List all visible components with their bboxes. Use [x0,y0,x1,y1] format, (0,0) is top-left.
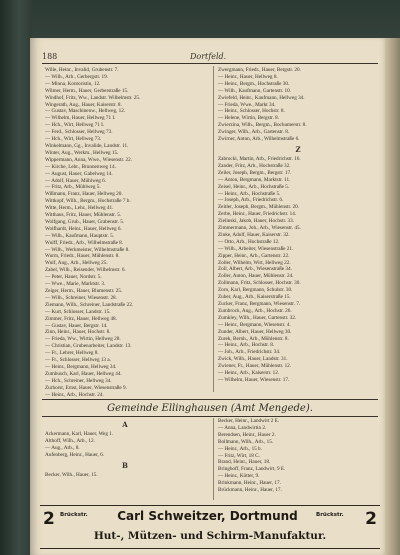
directory-entry: Ziemann, Wilh., Schreiner, Landstraße 22. [45,301,134,308]
directory-entry: — Gustav, Maschinenw., Hellweg, 12. [45,108,126,115]
directory-entry: — Anna, Landwirtin 2. [218,424,267,431]
running-head: Dortfeld. [190,52,227,61]
directory-entry: Wolfgang, Grub., Hauer, Grabenstr. 5. [45,218,125,225]
directory-entry: Zeiger, Herm., Hauer, Blumenstr. 25. [45,288,123,294]
directory-entry: Wulff, Friedr., Arb., Wilhelmstraße 8. [45,239,124,246]
directory-entry: — Fritz, Arb., Mühlweg 5. [45,184,101,191]
directory-entry: — Hch., Schreiner, Hellweg 34. [45,377,112,384]
directory-entry: Wißmann, Franz, Hauer, Hellweg 20. [45,191,123,198]
directory-entry: Althoff, Wilh., Arb., 12. [45,437,95,444]
directory-entry: Becker, Wilh., Hauer, 15. [45,471,98,478]
directory-entry: Zunder, Albert, Hauer, Hellweg 30. [218,328,292,335]
directory-entry: — Frieda, Wwe., Markt 34. [218,101,276,108]
directory-entry: — Heinr., Arb., Hochstr. 24. [45,391,104,398]
directory-entry: Witthaus, Fritz, Hauer, Mühlenstr. 5. [45,212,122,219]
directory-entry: Brand, Heinr., Hauer, 18. [218,459,271,466]
directory-entry: — Peter, Hauer, Nordstr. 5. [45,274,102,281]
directory-entry: Zwergmann, Friedr., Hauer, Bergstr. 20. [218,67,301,73]
header-rule [42,63,378,64]
directory-entry: Wulf, Aug., Arb., Hellweg 25. [45,260,108,267]
directory-entry: Winkelmann, Gg., Invalide, Landstr. 11. [45,142,129,149]
directory-entry: — Heinr., Bergmann, Hellweg 34. [45,363,117,370]
directory-entry: Zuber, Aug., Arb., Kaiserstraße 15. [218,294,291,301]
directory-entry: — Wilhelm, Hauer, Wiesenstr. 17. [218,376,290,383]
directory-entry: — Anton, Bergmann, Marktstr. 11. [218,176,291,183]
directory-entry: Zimmermann, Joh., Arb., Wiesenstr. 45. [218,225,301,232]
directory-entry: Wilmer, Herm., Hauer, Gerberstraße 15. [45,87,129,94]
directory-entry: Zielinski, Jakob, Hauer, Hochstr. 33. [218,218,295,225]
directory-entry: Wurm, Friedr., Hauer, Mühlenstr. 8. [45,253,120,260]
page-edge [385,38,400,555]
directory-entry: — Heinr., Arb., Hochstr. 8. [218,342,275,349]
directory-entry: Zoller, Anton, Hauer, Mühlenstr. 24. [218,273,294,280]
directory-entry: Zumbrock, Aug., Arb., Hochstr. 26. [218,307,292,314]
directory-entry: — Christian, Grubenarbeiter, Landstr. 13. [45,343,132,350]
directory-entry: Aufenberg, Heinr., Hauer, 6. [45,451,105,458]
directory-entry: — Wilh., Schreiner, Wiesenstr. 28. [45,294,117,301]
directory-entry: Bringhoff, Franz, Landwirt, 9 E. [218,466,286,473]
directory-entry: — Kirche, Lehr., Brunnenweg 14. [45,163,116,170]
left-column [45,67,205,399]
ad-company-name: Carl Schweitzer, Dortmund [117,509,298,523]
directory-entry: — Minna, Kontoristin, 12. [45,80,101,87]
directory-entry: Zinke, Adolf, Hauer, Kaiserstr. 32. [218,231,290,238]
directory-entry: Zabrocki, Martin, Arb., Friedrichstr. 16. [218,155,301,162]
directory-entry: — August, Hauer, Gabelweg 14. [45,170,113,177]
directory-entry: Zwiefeld, Heinr., Kaufmann, Hellweg 34. [218,94,305,101]
directory-entry: Bollmann, Wilh., Arb., 15. [218,438,274,445]
directory-entry: Becker, Heinr., Landwirt 2 E. [218,418,280,424]
directory-entry: Berendsen, Heinr., Hauer 2. [218,431,276,438]
directory-entry: Brückmann, Heinr., Hauer, 17. [218,487,282,494]
directory-entry: — Heinr., Arb., Kaiserstr. 12. [218,370,280,377]
section-column-divider [213,418,214,500]
directory-entry: Zurek, Bernh., Arb., Mühlenstr. 8. [218,335,289,342]
column-divider [213,66,214,392]
ad-tagline: Hut-, Mützen- und Schirm-Manufaktur. [93,530,327,542]
directory-entry: — Adolf, Hauer, Mühlweg 6. [45,177,107,184]
directory-entry: Zeisel, Heinr., Arb., Hochstraße 5. [218,183,290,190]
directory-entry: Zwirner, Anton, Arb., Wilhelmstraße 6. [218,136,300,143]
directory-entry: Brinkmann, Heinr., Hauer, 17. [218,480,281,487]
directory-entry: — Helene, Wirtin, Bergstr. 8. [218,115,279,122]
section-letter-heading-b: B [122,460,128,470]
section-right-column [218,418,378,494]
directory-entry: Witte, Herm., Lehr., Hellweg 41. [45,205,114,212]
directory-entry: Zurhorst, Ernst, Hauer, Wiesenstraße 9. [45,384,127,391]
directory-entry: — Wilh., Kaufmann, Gartenstr. 10. [218,87,292,94]
directory-entry: Windhof, Fritz, Ww., Landstr. Wilhelmstr. 25. [45,94,141,101]
directory-entry: — Fritz, Wirt, 18 C. [218,452,260,459]
directory-entry: Zwierzina, Wilh., Bergm., Bochumerstr. 8. [218,122,307,129]
ad-street-left: Brückstr. [60,512,88,518]
book-top-shadow [0,0,400,40]
directory-entry: Zumbusch, Karl, Hauer, Hellweg 44. [45,370,122,377]
directory-entry: — Ferd., Schlosser, Hellweg 73. [45,129,113,136]
section-rule-top [42,399,378,400]
directory-entry: — Heinr., Hauer, Hellweg 8. [218,73,278,80]
directory-entry: — Wilhelm, Hauer, Hellweg 71 I. [45,115,116,122]
directory-entry: — Heinr., Schlosser, Hochstr. 8. [218,108,285,115]
directory-entry: — Kurt, Schlosser, Landstr. 15. [45,308,111,315]
directory-entry: — Heinr., Bergm., Hochstraße 30. [218,80,290,87]
directory-entry: — Heinr., Arb., Hochstraße 5. [218,190,281,197]
directory-entry: — Frieda, Ww., Wirtin, Hellweg 28. [45,336,121,343]
directory-entry: — Gustav, Hauer, Bergstr. 14. [45,322,108,329]
directory-entry: — Heinr., Bergmann, Wiesenstr. 4. [218,321,291,328]
directory-entry: — Wilh., Arb., Gerbergstr. 19. [45,73,108,80]
directory-entry: — Wilh., Kaufmann, Hauptstr. 5. [45,232,114,239]
directory-entry: Wingerath, Aug., Hauer, Kaiserstr. 8. [45,101,122,108]
directory-entry: Wolfhardt, Heinr., Hauer, Hellweg 6. [45,225,122,232]
directory-entry: Zwinger, Wilh., Arb., Gartenstr. 8. [218,129,290,136]
directory-entry: Zumkley, Wilh., Hauer, Gartenstr. 32. [218,314,297,321]
directory-entry: — Otto, Arb., Hochstraße 12. [218,238,280,245]
book-spine [0,0,32,555]
directory-entry: Zwick, Wilh., Hauer, Landstr. 31. [218,356,288,363]
directory-entry: Zeitler, Joseph, Bergm., Mühlenstr. 20. [218,204,299,211]
directory-entry: — Heinr., Arb., 15 b. [218,445,262,452]
directory-entry: — Hch., Wirt, Hellweg 73. [45,136,102,143]
directory-entry: — Fr., Lehrer, Hellweg 8. [45,350,99,357]
ad-street-right: Brückstr. [316,512,344,518]
directory-entry: Ackermann, Karl, Hauer, Weg 1. [45,431,114,437]
directory-entry: Zerbe, Heinr., Hauer, Friedrichstr. 14. [218,211,297,218]
directory-entry: Zinn, Heinr., Hauer, Hochstr. 8. [45,329,111,336]
directory-entry: — Wwe., Marie, Marktstr. 3. [45,281,106,288]
directory-entry: Zoller, Wilhelm, Wirt, Hellweg 22. [218,259,291,266]
directory-entry: Zoll, Albert, Arb., Wiesenstraße 34. [218,266,292,273]
directory-entry: Winter, Aug., Werkm., Hellweg 15. [45,149,119,156]
section-rule-bottom [42,416,378,417]
directory-entry: — Wilh., Werkmeister, Wilhelmstraße 8. [45,246,130,253]
section-left-column [45,418,205,479]
right-column [218,67,378,384]
directory-entry: Wille, Heinr., Invalid, Grubenstr. 7. [45,67,119,73]
directory-entry: Zwiener, Fr., Hauer, Mühlenstr. 12. [218,363,292,370]
directory-entry: Zeiler, Joseph, Bergm., Bergstr. 17. [218,169,292,176]
section-letter-heading-a: A [122,420,128,429]
directory-entry: Zander, Fritz, Arb., Hochstraße 32. [218,162,291,169]
letter-heading: Z [295,144,301,154]
directory-entry: — Joseph, Arb., Friedrichstr. 6. [218,197,284,204]
directory-entry: Wittkopf, Wilh., Bergm., Hochstraße 7 b. [45,198,131,205]
ad-number-right: 2 [365,509,377,529]
directory-entry: Zollmann, Fritz, Schlosser, Hochstr. 30. [218,280,301,287]
directory-entry: Zimmer, Fritz, Hauer, Hellweg 48. [45,315,117,322]
directory-entry: Zorn, Karl, Bergmann, Schulstr. 30. [218,287,293,294]
page-number: 188 [42,52,58,61]
directory-entry: — Aug., Arb., 8. [45,444,80,451]
section-title: Gemeinde Ellinghausen (Amt Mengede). [107,403,313,414]
directory-entry: Zipper, Heinr., Arb., Gartenstr. 22. [218,252,290,259]
directory-entry: — Joh., Arb., Friedrichstr. 34. [218,349,281,356]
directory-entry: — Heinr., Kötter, 9. [218,473,260,480]
directory-entry: Zabel, Wilh., Reisender, Wilhelmstr. 6. [45,267,126,274]
directory-entry: Wippermann, Anna, Wwe., Wiesenstr. 22. [45,156,132,163]
directory-entry: Zucker, Franz, Bergmann, Wiesenstr. 7. [218,301,301,307]
directory-entry: — Wilh., Arbeiter, Wiesenstraße 21. [218,245,294,252]
advertisement [40,505,380,549]
ad-number-left: 2 [43,509,55,529]
directory-entry: — Hch., Wirt, Hellweg 71 I. [45,122,105,129]
directory-entry: — Fr., Schlosser, Hellweg 13 a. [45,357,111,364]
